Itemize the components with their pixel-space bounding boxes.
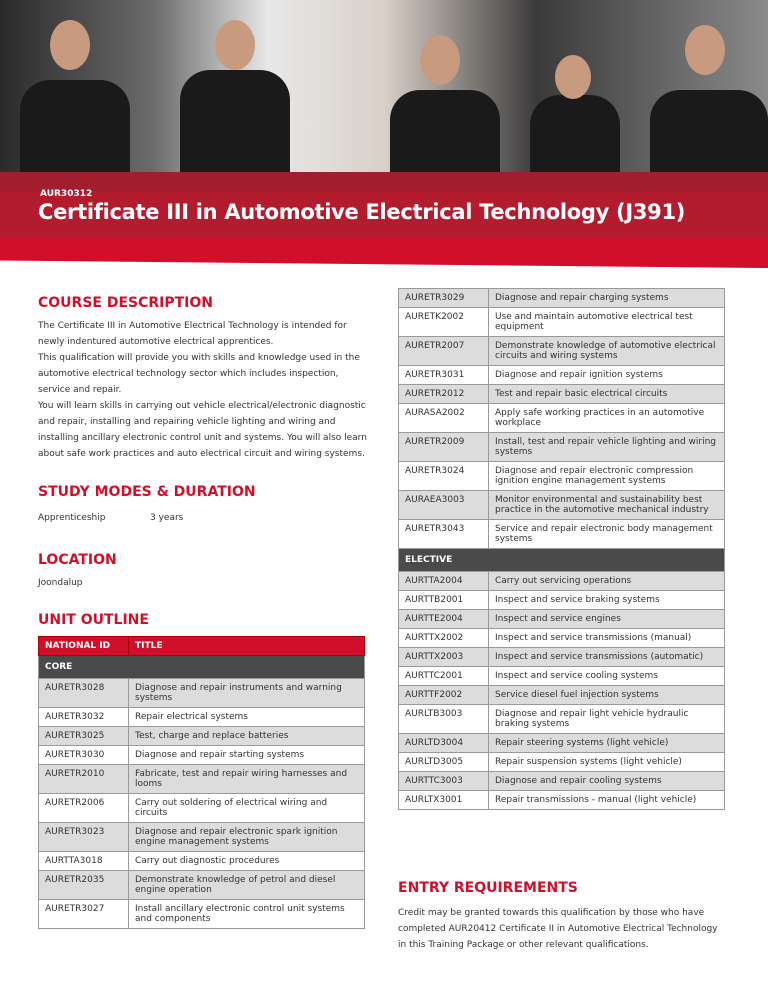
unit-id: AURETR3043	[399, 520, 489, 549]
header-photo	[0, 0, 768, 180]
unit-id: AURETR2012	[399, 385, 489, 404]
table-row	[399, 629, 725, 648]
unit-title: Inspect and service cooling systems	[489, 667, 725, 686]
unit-title: Demonstrate knowledge of automotive electrical circuits and wiring systems	[489, 337, 725, 366]
table-row	[399, 705, 725, 734]
table-row	[399, 385, 725, 404]
core-units-table: NATIONAL ID TITLE CORE AURETR3028 Diagnose and repair instruments and warning systems AURETR3032 Repair electrical systems AURETR3025 Test, charge and replace batteries AURETR3030 Diagnose and repair starting systems AURETR2010 Fabricate, test and repair wiring harnesses and looms AURETR2006 Carry out soldering of electrical wiring and circuits AURETR3023 Diagnose and repair electronic spark ignition engine management systems AURTTA3018 Carry out diagnostic procedures AURETR2035 Demonstrate knowledge of petrol and diesel engine operation AURETR3027 Install ancillary electronic control unit systems and components	[38, 636, 365, 929]
unit-id: AURETR2035	[39, 871, 129, 900]
unit-title: Test, charge and replace batteries	[129, 727, 365, 746]
table-row	[39, 746, 365, 765]
unit-title: Diagnose and repair cooling systems	[489, 772, 725, 791]
study-mode-row: Apprenticeship 3 years	[38, 513, 184, 523]
table-row	[39, 823, 365, 852]
unit-title: Apply safe working practices in an automotive workplace	[489, 404, 725, 433]
unit-title: Repair suspension systems (light vehicle)	[489, 753, 725, 772]
unit-id: AURETR3031	[399, 366, 489, 385]
table-row	[399, 648, 725, 667]
unit-id: AURASA2002	[399, 404, 489, 433]
unit-id: AURETR3029	[399, 289, 489, 308]
study-modes-heading: STUDY MODES & DURATION	[38, 484, 256, 500]
table-row	[399, 433, 725, 462]
unit-title: Carry out soldering of electrical wiring and circuits	[129, 794, 365, 823]
unit-title: Diagnose and repair electronic compression ignition engine management systems	[489, 462, 725, 491]
elective-section	[399, 549, 725, 572]
table-row	[399, 366, 725, 385]
unit-id: AURAEA3003	[399, 491, 489, 520]
unit-id: AURETR3030	[39, 746, 129, 765]
unit-title: Install ancillary electronic control unit systems and components	[129, 900, 365, 929]
unit-title: Inspect and service transmissions (automatic)	[489, 648, 725, 667]
entry-requirements-heading: ENTRY REQUIREMENTS	[398, 880, 578, 896]
unit-title: Diagnose and repair charging systems	[489, 289, 725, 308]
page-title: Certificate III in Automotive Electrical Technology (J391)	[38, 200, 686, 224]
table-row	[39, 871, 365, 900]
unit-id: AURETR3025	[39, 727, 129, 746]
unit-title: Repair steering systems (light vehicle)	[489, 734, 725, 753]
table-row	[39, 708, 365, 727]
table-row	[399, 667, 725, 686]
unit-title: Carry out servicing operations	[489, 572, 725, 591]
table-row	[39, 679, 365, 708]
table-row	[399, 308, 725, 337]
table-row	[399, 462, 725, 491]
unit-id: AURTTC2001	[399, 667, 489, 686]
unit-title: Repair electrical systems	[129, 708, 365, 727]
elective-label: ELECTIVE	[399, 549, 725, 572]
unit-title: Carry out diagnostic procedures	[129, 852, 365, 871]
table-row	[39, 900, 365, 929]
unit-title: Fabricate, test and repair wiring harnesses and looms	[129, 765, 365, 794]
unit-title: Repair transmissions - manual (light vehicle)	[489, 791, 725, 810]
unit-id: AURETR3028	[39, 679, 129, 708]
unit-id: AURETR2007	[399, 337, 489, 366]
unit-id: AURLTX3001	[399, 791, 489, 810]
unit-id: AURLTD3004	[399, 734, 489, 753]
title-banner	[0, 172, 768, 282]
unit-id: AURTTX2003	[399, 648, 489, 667]
table-row	[399, 404, 725, 433]
unit-id: AURETR2006	[39, 794, 129, 823]
unit-id: AURLTB3003	[399, 705, 489, 734]
table-row	[399, 753, 725, 772]
unit-title: Diagnose and repair electronic spark ignition engine management systems	[129, 823, 365, 852]
course-description-heading: COURSE DESCRIPTION	[38, 295, 214, 311]
unit-id: AURETK2002	[399, 308, 489, 337]
unit-title: Diagnose and repair ignition systems	[489, 366, 725, 385]
unit-id: AURTTF2002	[399, 686, 489, 705]
unit-title: Diagnose and repair instruments and warning systems	[129, 679, 365, 708]
unit-id: AURTTE2004	[399, 610, 489, 629]
table-row	[39, 765, 365, 794]
unit-title: Monitor environmental and sustainability best practice in the automotive mechanical industry	[489, 491, 725, 520]
unit-id: AURETR3023	[39, 823, 129, 852]
unit-title: Install, test and repair vehicle lighting and wiring systems	[489, 433, 725, 462]
unit-title: Service and repair electronic body management systems	[489, 520, 725, 549]
course-code: AUR30312	[40, 189, 93, 199]
unit-title: Inspect and service braking systems	[489, 591, 725, 610]
unit-id: AURETR2010	[39, 765, 129, 794]
unit-id: AURETR3032	[39, 708, 129, 727]
unit-title: Service diesel fuel injection systems	[489, 686, 725, 705]
unit-title: Inspect and service transmissions (manual)	[489, 629, 725, 648]
unit-id: AURTTA2004	[399, 572, 489, 591]
table-row	[39, 794, 365, 823]
location-heading: LOCATION	[38, 552, 117, 568]
unit-title: Use and maintain automotive electrical test equipment	[489, 308, 725, 337]
unit-id: AURTTX2002	[399, 629, 489, 648]
table-row	[39, 852, 365, 871]
table-row	[399, 772, 725, 791]
table-row	[399, 337, 725, 366]
table-row	[399, 791, 725, 810]
table-row	[399, 289, 725, 308]
unit-title: Diagnose and repair light vehicle hydraulic braking systems	[489, 705, 725, 734]
unit-id: AURTTB2001	[399, 591, 489, 610]
unit-id: AURTTC3003	[399, 772, 489, 791]
table-row	[399, 520, 725, 549]
table-row	[399, 686, 725, 705]
table-row	[399, 572, 725, 591]
table-row	[399, 591, 725, 610]
location-value: Joondalup	[38, 578, 83, 588]
table-row	[399, 734, 725, 753]
units-table-continued	[398, 288, 725, 810]
table-row	[399, 610, 725, 629]
entry-requirements-text: Credit may be granted towards this qualification by those who have completed AUR20412 Certificate II in Automotive Electrical Technology in this Training Package or other relevant qualifications.	[398, 908, 718, 950]
unit-id: AURLTD3005	[399, 753, 489, 772]
unit-title: Inspect and service engines	[489, 610, 725, 629]
table-row	[399, 491, 725, 520]
unit-id: AURETR2009	[399, 433, 489, 462]
course-description: The Certificate III in Automotive Electrical Technology is intended for newly indentured automotive electrical apprentices. This qualification will provide you with skills and knowledge used in the automotive electrical technology sector which includes inspection, service and repair. You will learn skills in carrying out vehicle electrical/electronic diagnostic and repair, installing and repairing vehicle lighting and wiring and installing ancillary electronic control unit and systems. You will also learn about safe work practices and auto electrical circuit and wiring systems.	[38, 321, 367, 459]
unit-title: Demonstrate knowledge of petrol and diesel engine operation	[129, 871, 365, 900]
table-row	[39, 727, 365, 746]
unit-id: AURTTA3018	[39, 852, 129, 871]
unit-id: AURETR3027	[39, 900, 129, 929]
unit-title: Diagnose and repair starting systems	[129, 746, 365, 765]
unit-title: Test and repair basic electrical circuits	[489, 385, 725, 404]
unit-id: AURETR3024	[399, 462, 489, 491]
unit-outline-heading: UNIT OUTLINE	[38, 612, 149, 628]
